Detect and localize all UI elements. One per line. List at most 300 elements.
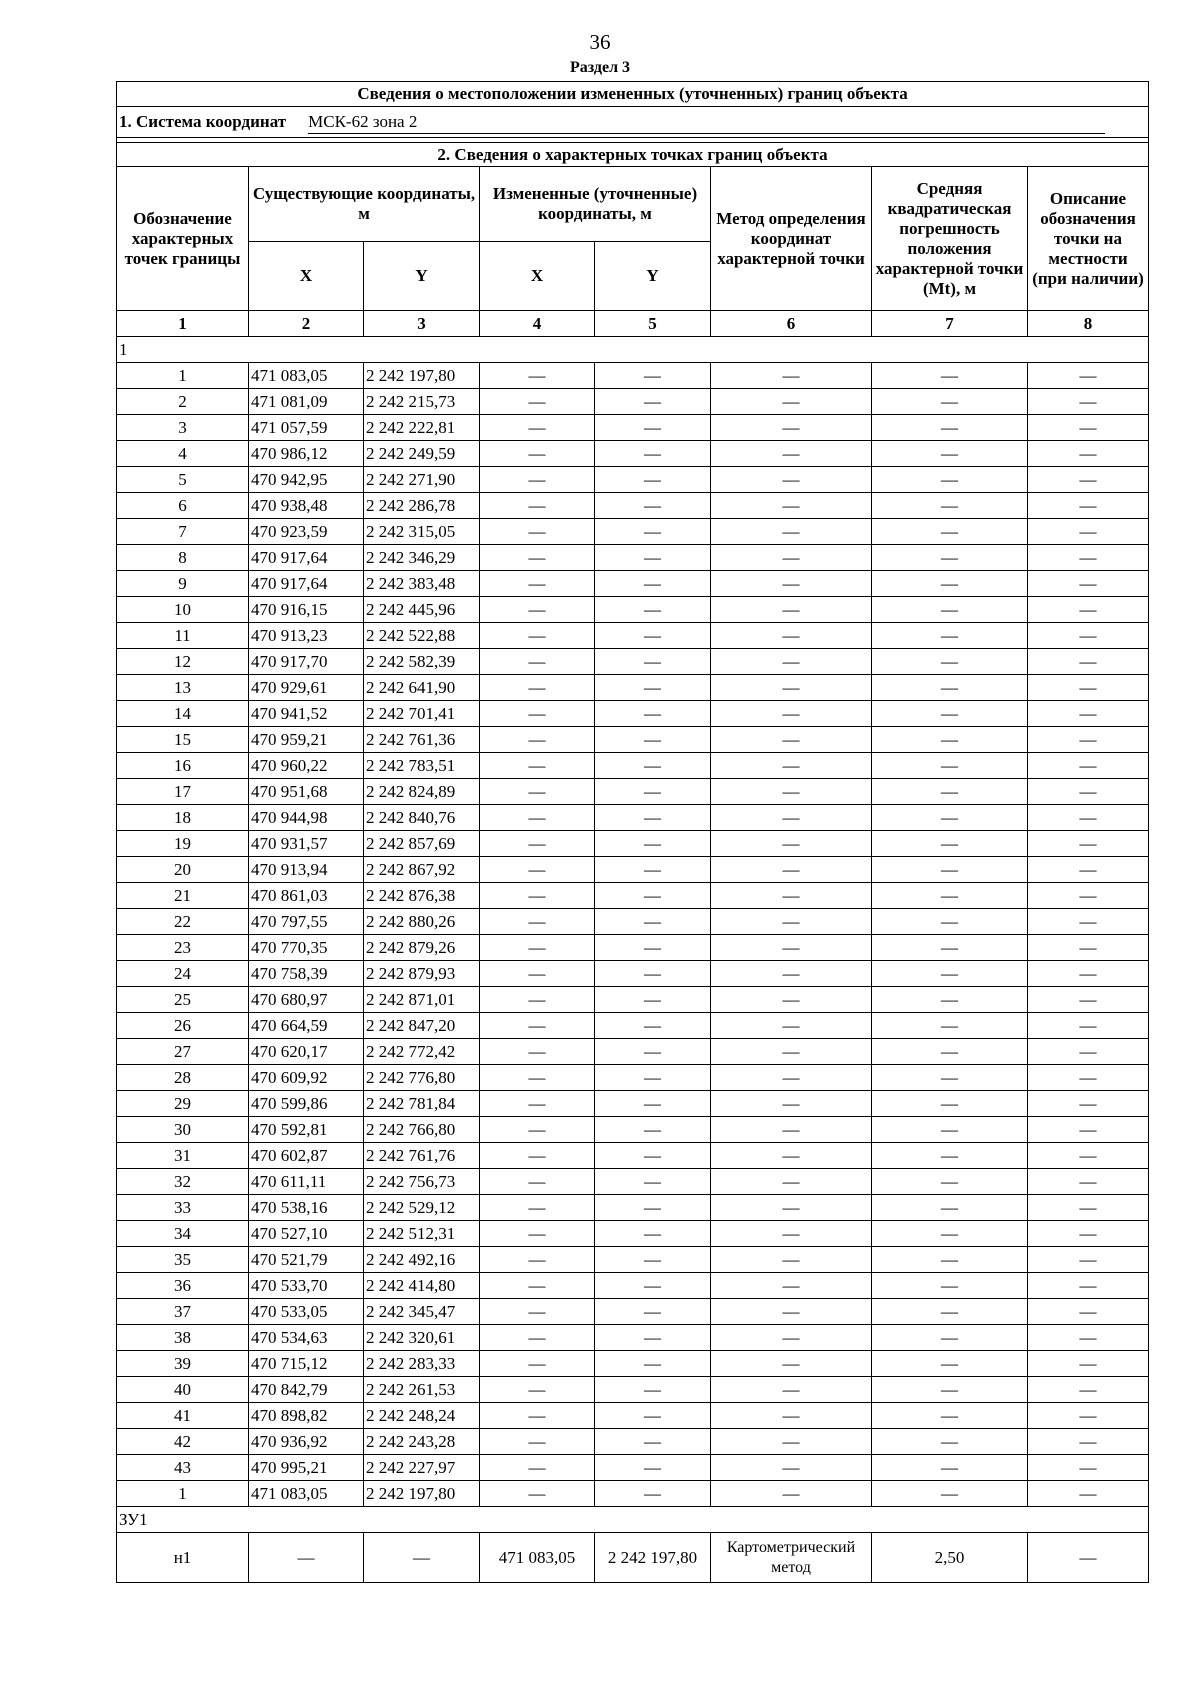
point-id: 35 <box>117 1247 249 1273</box>
changed-x: — <box>480 1195 595 1221</box>
description: — <box>1028 1039 1149 1065</box>
existing-y: — <box>364 1533 480 1583</box>
table-row <box>117 1091 1149 1117</box>
existing-y: 2 242 867,92 <box>364 857 480 883</box>
error: — <box>872 1091 1028 1117</box>
method: — <box>711 1299 872 1325</box>
method: — <box>711 727 872 753</box>
description: — <box>1028 1429 1149 1455</box>
error: — <box>872 415 1028 441</box>
column-number: 8 <box>1028 311 1149 337</box>
error: — <box>872 1377 1028 1403</box>
error: — <box>872 545 1028 571</box>
changed-y: — <box>595 805 711 831</box>
point-id: 18 <box>117 805 249 831</box>
error: — <box>872 1325 1028 1351</box>
existing-y: 2 242 227,97 <box>364 1455 480 1481</box>
existing-x: 470 951,68 <box>249 779 364 805</box>
changed-x: — <box>480 779 595 805</box>
coordinate-system-row <box>117 107 1149 138</box>
column-number: 6 <box>711 311 872 337</box>
point-id: 15 <box>117 727 249 753</box>
description: — <box>1028 961 1149 987</box>
existing-y: 2 242 879,93 <box>364 961 480 987</box>
existing-y: 2 242 847,20 <box>364 1013 480 1039</box>
existing-x: 470 538,16 <box>249 1195 364 1221</box>
point-id: 23 <box>117 935 249 961</box>
existing-x: 470 680,97 <box>249 987 364 1013</box>
description: — <box>1028 727 1149 753</box>
table-row <box>117 1065 1149 1091</box>
existing-x: 470 942,95 <box>249 467 364 493</box>
changed-x: — <box>480 1273 595 1299</box>
error: — <box>872 1273 1028 1299</box>
existing-y: 2 242 761,76 <box>364 1143 480 1169</box>
error: — <box>872 1117 1028 1143</box>
point-id: 17 <box>117 779 249 805</box>
changed-x: — <box>480 1091 595 1117</box>
changed-y: — <box>595 441 711 467</box>
point-id: 39 <box>117 1351 249 1377</box>
changed-x: — <box>480 1247 595 1273</box>
method: — <box>711 1195 872 1221</box>
existing-y: 2 242 197,80 <box>364 363 480 389</box>
method: — <box>711 545 872 571</box>
method: — <box>711 623 872 649</box>
changed-x: — <box>480 909 595 935</box>
existing-y: 2 242 756,73 <box>364 1169 480 1195</box>
point-id: 27 <box>117 1039 249 1065</box>
table-row <box>117 1325 1149 1351</box>
table-row <box>117 1351 1149 1377</box>
changed-y: — <box>595 1273 711 1299</box>
changed-y: — <box>595 909 711 935</box>
column-number: 2 <box>249 311 364 337</box>
error: — <box>872 623 1028 649</box>
changed-y: — <box>595 571 711 597</box>
point-id: 21 <box>117 883 249 909</box>
column-number: 3 <box>364 311 480 337</box>
existing-y: 2 242 880,26 <box>364 909 480 935</box>
table-row <box>117 1013 1149 1039</box>
changed-x: — <box>480 1117 595 1143</box>
column-numbers-row <box>117 311 1149 337</box>
description: — <box>1028 805 1149 831</box>
method: — <box>711 1351 872 1377</box>
existing-x: 470 521,79 <box>249 1247 364 1273</box>
changed-y: — <box>595 389 711 415</box>
changed-y: — <box>595 935 711 961</box>
changed-y: — <box>595 987 711 1013</box>
changed-x: — <box>480 1325 595 1351</box>
table-row <box>117 363 1149 389</box>
error: — <box>872 1013 1028 1039</box>
table-row <box>117 1247 1149 1273</box>
table-row <box>117 1039 1149 1065</box>
changed-y: — <box>595 1247 711 1273</box>
description: — <box>1028 1065 1149 1091</box>
table-row <box>117 1273 1149 1299</box>
method: — <box>711 1221 872 1247</box>
description: — <box>1028 909 1149 935</box>
method: — <box>711 1377 872 1403</box>
method: — <box>711 961 872 987</box>
description: — <box>1028 1351 1149 1377</box>
error: — <box>872 779 1028 805</box>
point-id: 7 <box>117 519 249 545</box>
method: — <box>711 805 872 831</box>
table-row <box>117 441 1149 467</box>
description: — <box>1028 1013 1149 1039</box>
existing-y: 2 242 286,78 <box>364 493 480 519</box>
error: — <box>872 1403 1028 1429</box>
changed-y: — <box>595 545 711 571</box>
point-id: 32 <box>117 1169 249 1195</box>
existing-x: 471 083,05 <box>249 1481 364 1507</box>
existing-x: 470 527,10 <box>249 1221 364 1247</box>
existing-y: 2 242 248,24 <box>364 1403 480 1429</box>
error: — <box>872 675 1028 701</box>
table-row <box>117 935 1149 961</box>
point-id: 8 <box>117 545 249 571</box>
method: — <box>711 1429 872 1455</box>
header-method: Метод определения координат характерной точки <box>711 167 872 311</box>
changed-x: — <box>480 1455 595 1481</box>
changed-y: — <box>595 1065 711 1091</box>
changed-y: — <box>595 1377 711 1403</box>
column-number: 5 <box>595 311 711 337</box>
changed-y: — <box>595 1039 711 1065</box>
existing-y: 2 242 857,69 <box>364 831 480 857</box>
point-id: 33 <box>117 1195 249 1221</box>
method: — <box>711 519 872 545</box>
column-number: 1 <box>117 311 249 337</box>
changed-y: — <box>595 1143 711 1169</box>
existing-x: 470 995,21 <box>249 1455 364 1481</box>
method: — <box>711 987 872 1013</box>
header-description: Описание обозначения точки на местности (при наличии) <box>1028 167 1149 311</box>
table-row <box>117 1221 1149 1247</box>
header-existing-y: Y <box>364 242 480 311</box>
changed-y: — <box>595 1221 711 1247</box>
error: — <box>872 1065 1028 1091</box>
error: — <box>872 389 1028 415</box>
existing-y: 2 242 271,90 <box>364 467 480 493</box>
existing-x: 470 715,12 <box>249 1351 364 1377</box>
method: — <box>711 1455 872 1481</box>
changed-y: — <box>595 597 711 623</box>
changed-y: — <box>595 1481 711 1507</box>
column-number: 7 <box>872 311 1028 337</box>
changed-y: — <box>595 1117 711 1143</box>
changed-x: — <box>480 701 595 727</box>
error: — <box>872 571 1028 597</box>
existing-x: 471 083,05 <box>249 363 364 389</box>
point-id: 6 <box>117 493 249 519</box>
table-row <box>117 545 1149 571</box>
existing-y: 2 242 871,01 <box>364 987 480 1013</box>
changed-x: — <box>480 1299 595 1325</box>
table-row <box>117 389 1149 415</box>
changed-x: — <box>480 831 595 857</box>
changed-y: — <box>595 961 711 987</box>
method: — <box>711 597 872 623</box>
description: — <box>1028 857 1149 883</box>
changed-x: — <box>480 415 595 441</box>
existing-x: 470 797,55 <box>249 909 364 935</box>
existing-y: 2 242 879,26 <box>364 935 480 961</box>
error: — <box>872 519 1028 545</box>
description: — <box>1028 493 1149 519</box>
error: — <box>872 1195 1028 1221</box>
changed-y: — <box>595 415 711 441</box>
changed-x: — <box>480 1143 595 1169</box>
changed-y: — <box>595 467 711 493</box>
table-row <box>117 1455 1149 1481</box>
error: — <box>872 753 1028 779</box>
description: — <box>1028 1091 1149 1117</box>
group-label: ЗУ1 <box>117 1507 1149 1533</box>
changed-y: — <box>595 1455 711 1481</box>
changed-x: — <box>480 1481 595 1507</box>
point-id: 24 <box>117 961 249 987</box>
method: — <box>711 1169 872 1195</box>
points-title: 2. Сведения о характерных точках границ объекта <box>117 143 1149 167</box>
point-id: 30 <box>117 1117 249 1143</box>
table-row <box>117 701 1149 727</box>
method: — <box>711 701 872 727</box>
existing-y: 2 242 840,76 <box>364 805 480 831</box>
existing-x: 470 770,35 <box>249 935 364 961</box>
point-id: 14 <box>117 701 249 727</box>
changed-x: 471 083,05 <box>480 1533 595 1583</box>
description: — <box>1028 1143 1149 1169</box>
existing-x: 470 941,52 <box>249 701 364 727</box>
changed-y: — <box>595 675 711 701</box>
existing-x: 470 923,59 <box>249 519 364 545</box>
existing-x: 470 917,64 <box>249 571 364 597</box>
error: — <box>872 467 1028 493</box>
table-row <box>117 623 1149 649</box>
table-row <box>117 1481 1149 1507</box>
existing-y: 2 242 772,42 <box>364 1039 480 1065</box>
description: — <box>1028 545 1149 571</box>
table-row <box>117 857 1149 883</box>
method: — <box>711 831 872 857</box>
existing-x: 470 592,81 <box>249 1117 364 1143</box>
existing-y: 2 242 522,88 <box>364 623 480 649</box>
method: — <box>711 415 872 441</box>
point-id: 13 <box>117 675 249 701</box>
method: — <box>711 389 872 415</box>
point-id: 16 <box>117 753 249 779</box>
error: — <box>872 441 1028 467</box>
description: — <box>1028 571 1149 597</box>
description: — <box>1028 1195 1149 1221</box>
existing-y: 2 242 222,81 <box>364 415 480 441</box>
existing-x: 470 534,63 <box>249 1325 364 1351</box>
changed-x: — <box>480 961 595 987</box>
point-id: 2 <box>117 389 249 415</box>
error: — <box>872 1351 1028 1377</box>
table-row <box>117 1429 1149 1455</box>
point-id: 19 <box>117 831 249 857</box>
point-id: 36 <box>117 1273 249 1299</box>
existing-y: 2 242 414,80 <box>364 1273 480 1299</box>
existing-x: 470 913,23 <box>249 623 364 649</box>
existing-y: 2 242 320,61 <box>364 1325 480 1351</box>
changed-y: — <box>595 883 711 909</box>
point-id: 22 <box>117 909 249 935</box>
point-id: 11 <box>117 623 249 649</box>
changed-y: — <box>595 1195 711 1221</box>
coordinate-system-label: 1. Система координат <box>119 111 287 131</box>
error: — <box>872 701 1028 727</box>
method: — <box>711 857 872 883</box>
changed-y: — <box>595 1169 711 1195</box>
existing-x: — <box>249 1533 364 1583</box>
existing-y: 2 242 445,96 <box>364 597 480 623</box>
changed-x: — <box>480 1403 595 1429</box>
changed-y: — <box>595 701 711 727</box>
changed-y: — <box>595 649 711 675</box>
point-id: 41 <box>117 1403 249 1429</box>
changed-y: — <box>595 519 711 545</box>
point-id: 28 <box>117 1065 249 1091</box>
existing-x: 470 944,98 <box>249 805 364 831</box>
header-changed-coordinates: Измененные (уточненные) координаты, м <box>480 167 711 242</box>
page-number: 36 <box>589 30 611 54</box>
method: — <box>711 909 872 935</box>
point-id: 1 <box>117 363 249 389</box>
description: — <box>1028 649 1149 675</box>
description: — <box>1028 1247 1149 1273</box>
existing-x: 470 609,92 <box>249 1065 364 1091</box>
changed-x: — <box>480 597 595 623</box>
changed-x: — <box>480 1065 595 1091</box>
point-id: 5 <box>117 467 249 493</box>
description: — <box>1028 1403 1149 1429</box>
error: 2,50 <box>872 1533 1028 1583</box>
method: — <box>711 1481 872 1507</box>
point-id: 34 <box>117 1221 249 1247</box>
error: — <box>872 1299 1028 1325</box>
changed-y: — <box>595 623 711 649</box>
section-title: Раздел 3 <box>569 59 631 76</box>
existing-x: 470 620,17 <box>249 1039 364 1065</box>
existing-y: 2 242 761,36 <box>364 727 480 753</box>
error: — <box>872 1039 1028 1065</box>
changed-x: — <box>480 675 595 701</box>
existing-y: 2 242 766,80 <box>364 1117 480 1143</box>
description: — <box>1028 389 1149 415</box>
header-error: Средняя квадратическая погрешность положения характерной точки (Mt), м <box>872 167 1028 311</box>
error: — <box>872 805 1028 831</box>
changed-x: — <box>480 805 595 831</box>
existing-x: 470 611,11 <box>249 1169 364 1195</box>
method: — <box>711 935 872 961</box>
existing-x: 470 931,57 <box>249 831 364 857</box>
point-id: 26 <box>117 1013 249 1039</box>
existing-x: 470 929,61 <box>249 675 364 701</box>
table-row <box>117 1169 1149 1195</box>
changed-x: — <box>480 857 595 883</box>
changed-x: — <box>480 545 595 571</box>
point-id: 40 <box>117 1377 249 1403</box>
method: — <box>711 1325 872 1351</box>
changed-x: — <box>480 935 595 961</box>
error: — <box>872 987 1028 1013</box>
existing-y: 2 242 641,90 <box>364 675 480 701</box>
changed-x: — <box>480 1429 595 1455</box>
existing-y: 2 242 345,47 <box>364 1299 480 1325</box>
table-row <box>117 883 1149 909</box>
error: — <box>872 961 1028 987</box>
changed-x: — <box>480 363 595 389</box>
description: — <box>1028 701 1149 727</box>
table-row <box>117 805 1149 831</box>
table-row <box>117 415 1149 441</box>
header-existing-x: X <box>249 242 364 311</box>
table-row <box>117 1403 1149 1429</box>
method: — <box>711 1273 872 1299</box>
changed-x: — <box>480 493 595 519</box>
changed-x: — <box>480 727 595 753</box>
error: — <box>872 1247 1028 1273</box>
point-id: 3 <box>117 415 249 441</box>
existing-x: 470 664,59 <box>249 1013 364 1039</box>
changed-y: — <box>595 363 711 389</box>
changed-y: — <box>595 779 711 805</box>
description: — <box>1028 1299 1149 1325</box>
table-row <box>117 675 1149 701</box>
existing-x: 470 898,82 <box>249 1403 364 1429</box>
description: — <box>1028 441 1149 467</box>
changed-x: — <box>480 883 595 909</box>
error: — <box>872 1169 1028 1195</box>
method: — <box>711 363 872 389</box>
point-id: 20 <box>117 857 249 883</box>
table-row <box>117 1299 1149 1325</box>
description: — <box>1028 675 1149 701</box>
changed-y: — <box>595 1351 711 1377</box>
existing-x: 471 081,09 <box>249 389 364 415</box>
description: — <box>1028 597 1149 623</box>
existing-x: 470 533,05 <box>249 1299 364 1325</box>
table-row <box>117 753 1149 779</box>
existing-x: 470 959,21 <box>249 727 364 753</box>
description: — <box>1028 831 1149 857</box>
error: — <box>872 935 1028 961</box>
existing-y: 2 242 529,12 <box>364 1195 480 1221</box>
changed-x: — <box>480 623 595 649</box>
boundary-coordinates-table <box>116 81 1149 1583</box>
point-id: 12 <box>117 649 249 675</box>
table-row <box>117 831 1149 857</box>
header-changed-y: Y <box>595 242 711 311</box>
changed-y: — <box>595 1091 711 1117</box>
method: — <box>711 1039 872 1065</box>
point-id: 38 <box>117 1325 249 1351</box>
error: — <box>872 597 1028 623</box>
table-row <box>117 779 1149 805</box>
description: — <box>1028 1169 1149 1195</box>
method: — <box>711 649 872 675</box>
method: — <box>711 1091 872 1117</box>
table-row <box>117 1377 1149 1403</box>
table-row <box>117 727 1149 753</box>
existing-y: 2 242 383,48 <box>364 571 480 597</box>
